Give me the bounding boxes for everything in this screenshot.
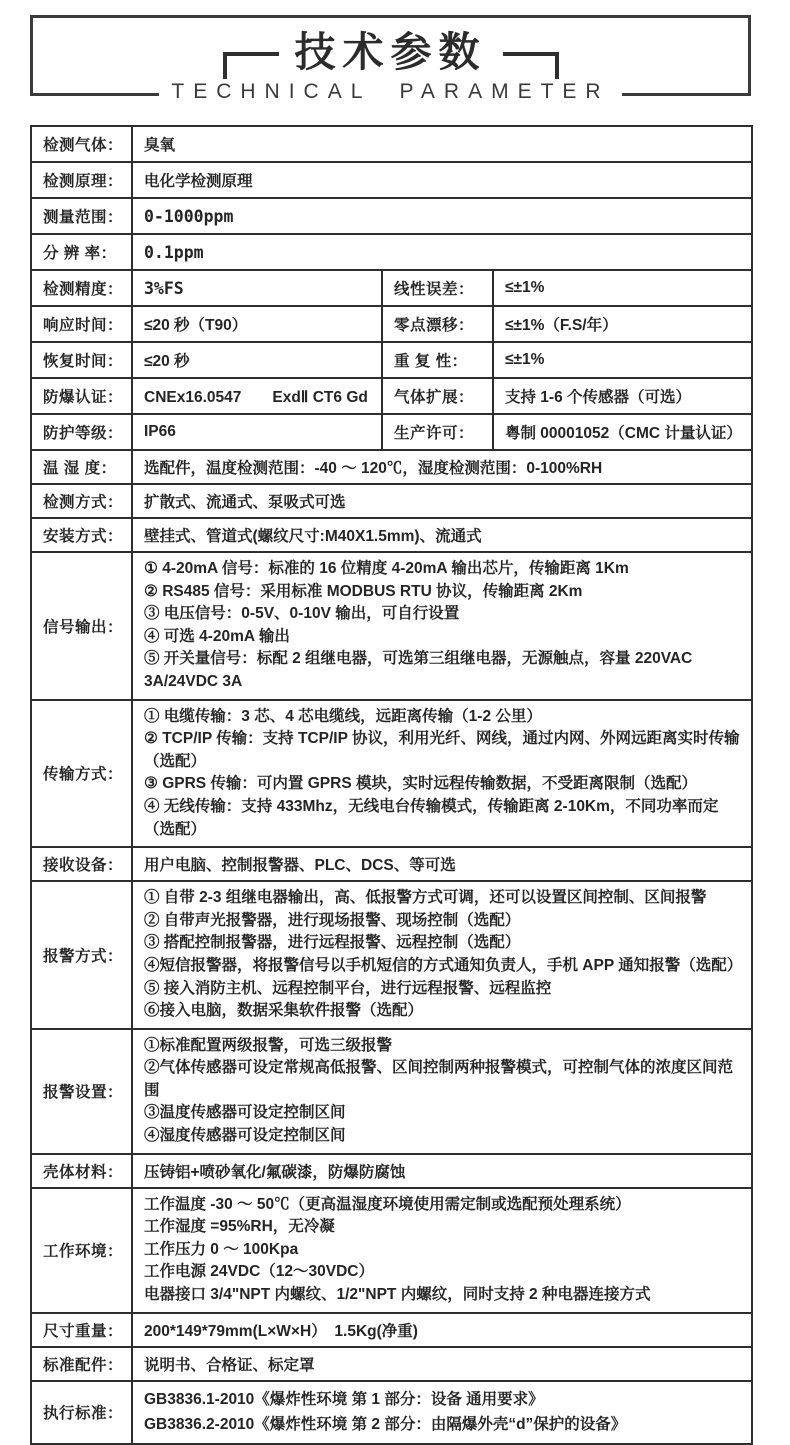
param-value: 200*149*79mm(L×W×H） 1.5Kg(净重) bbox=[132, 1313, 752, 1347]
param-label: 检测方式： bbox=[31, 484, 132, 518]
param-value: ≤±1%（F.S/年） bbox=[493, 306, 752, 342]
param-value-line: ① 电缆传输：3 芯、4 芯电缆线，远距离传输（1-2 公里） bbox=[144, 707, 542, 725]
param-label: 线性误差： bbox=[382, 270, 493, 306]
param-value-line: ② RS485 信号：采用标准 MODBUS RTU 协议，传输距离 2Km bbox=[144, 582, 583, 600]
param-label: 测量范围： bbox=[31, 198, 132, 234]
param-label: 响应时间： bbox=[31, 306, 132, 342]
page-title: 技术参数 bbox=[294, 29, 487, 75]
param-label: 壳体材料： bbox=[31, 1154, 132, 1188]
param-value bbox=[132, 881, 752, 1029]
table-row-install-mode bbox=[31, 518, 752, 552]
param-label: 防爆认证： bbox=[31, 378, 132, 414]
param-label: 零点漂移： bbox=[382, 306, 493, 342]
param-value-line: ③ GPRS 传输：可内置 GPRS 模块，实时远程传输数据，不受距离限制（选配） bbox=[144, 775, 697, 793]
table-row-accuracy-linearity bbox=[31, 270, 752, 306]
param-value: 臭氧 bbox=[132, 126, 752, 162]
table-row-detect-principle bbox=[31, 162, 752, 198]
table-row-executive-standard bbox=[31, 1381, 752, 1444]
param-label: 尺寸重量： bbox=[31, 1313, 132, 1347]
param-label: 执行标准： bbox=[31, 1381, 132, 1444]
param-value bbox=[132, 700, 752, 848]
param-value-line: ③ 电压信号：0-5V、0-10V 输出，可自行设置 bbox=[144, 605, 460, 623]
param-value: ≤20 秒 bbox=[132, 342, 382, 378]
table-row-shell-material bbox=[31, 1154, 752, 1188]
param-value: 扩散式、流通式、泵吸式可选 bbox=[132, 484, 752, 518]
param-label: 安装方式： bbox=[31, 518, 132, 552]
param-label: 重 复 性： bbox=[382, 342, 493, 378]
header-box bbox=[30, 15, 751, 103]
param-value-line: 工作压力 0 ～ 100Kpa bbox=[144, 1240, 299, 1258]
param-value-line: ③温度传感器可设定控制区间 bbox=[144, 1104, 346, 1122]
param-value-line: ⑥接入电脑，数据采集软件报警（选配） bbox=[144, 1002, 424, 1020]
param-value: CNEx16.0547 ExdⅡ CT6 Gd bbox=[132, 378, 382, 414]
param-label: 工作环境： bbox=[31, 1188, 132, 1313]
page-subtitle: TECHNICAL PARAMETER bbox=[159, 79, 621, 105]
param-value: IP66 bbox=[132, 414, 382, 450]
param-value: 壁挂式、管道式(螺纹尺寸:M40X1.5mm)、流通式 bbox=[132, 518, 752, 552]
param-label: 信号输出： bbox=[31, 552, 132, 700]
param-value-line: ①标准配置两级报警，可选三级报警 bbox=[144, 1036, 393, 1054]
param-value-line: ④ 可选 4-20mA 输出 bbox=[144, 627, 290, 645]
param-value: ≤±1% bbox=[493, 342, 752, 378]
param-label: 检测气体： bbox=[31, 126, 132, 162]
param-value: ≤±1% bbox=[493, 270, 752, 306]
param-value: 粤制 00001052（CMC 计量认证） bbox=[493, 414, 752, 450]
table-row-recovery-repeatability bbox=[31, 342, 752, 378]
param-value-line: GB3836.1-2010《爆炸性环境 第 1 部分：设备 通用要求》 bbox=[144, 1390, 544, 1408]
table-row-working-environment bbox=[31, 1188, 752, 1313]
param-value-line: ④湿度传感器可设定控制区间 bbox=[144, 1127, 346, 1145]
table-row-alarm-settings bbox=[31, 1029, 752, 1154]
param-value bbox=[132, 1188, 752, 1313]
table-row-explosionproof-expansion bbox=[31, 378, 752, 414]
param-value: 用户电脑、控制报警器、PLC、DCS、等可选 bbox=[132, 847, 752, 881]
param-value: 选配件，温度检测范围：-40 ～ 120℃，湿度检测范围：0-100%RH bbox=[132, 450, 752, 484]
param-value-line: ③ 搭配控制报警器，进行远程报警、远程控制（选配） bbox=[144, 934, 521, 952]
param-label: 标准配件： bbox=[31, 1347, 132, 1381]
param-value-line: 工作温度 -30 ～ 50℃（更高温湿度环境使用需定制或选配预处理系统） bbox=[144, 1195, 631, 1213]
param-label: 防护等级： bbox=[31, 414, 132, 450]
param-label: 传输方式： bbox=[31, 700, 132, 848]
spec-table bbox=[30, 125, 753, 1445]
param-value: 压铸铝+喷砂氧化/氟碳漆，防爆防腐蚀 bbox=[132, 1154, 752, 1188]
param-value bbox=[132, 552, 752, 700]
param-value: 0-1000ppm bbox=[132, 198, 752, 234]
param-label: 气体扩展： bbox=[382, 378, 493, 414]
param-value-line: 工作电源 24VDC（12～30VDC） bbox=[144, 1263, 374, 1281]
param-label: 检测精度： bbox=[31, 270, 132, 306]
param-value-line: ④ 无线传输：支持 433Mhz，无线电台传输模式，传输距离 2-10Km，不同功率而定（选配） bbox=[144, 797, 719, 838]
param-value: 电化学检测原理 bbox=[132, 162, 752, 198]
table-row-ip-license bbox=[31, 414, 752, 450]
param-value-line: ① 4-20mA 信号：标准的 16 位精度 4-20mA 输出芯片，传输距离 1Km bbox=[144, 560, 629, 577]
param-label: 温 湿 度： bbox=[31, 450, 132, 484]
table-row-size-weight bbox=[31, 1313, 752, 1347]
param-value-line: ⑤ 接入消防主机、远程控制平台，进行远程报警、远程监控 bbox=[144, 979, 552, 997]
param-value-line: ②气体传感器可设定常规高低报警、区间控制两种报警模式，可控制气体的浓度区间范围 bbox=[144, 1059, 734, 1099]
table-row-detect-mode bbox=[31, 484, 752, 518]
param-value-line: 工作湿度 =95%RH，无冷凝 bbox=[144, 1218, 335, 1236]
param-value: 0.1ppm bbox=[132, 234, 752, 270]
title-row bbox=[33, 18, 748, 83]
param-label: 报警方式： bbox=[31, 881, 132, 1029]
param-value bbox=[132, 1029, 752, 1154]
param-value bbox=[132, 1381, 752, 1444]
table-row-alarm-mode bbox=[31, 881, 752, 1029]
table-row-transmission-mode bbox=[31, 700, 752, 848]
param-value: ≤20 秒（T90） bbox=[132, 306, 382, 342]
param-value-line: ② TCP/IP 传输：支持 TCP/IP 协议，利用光纤、网线，通过内网、外网远距离实时传输（选配） bbox=[144, 730, 740, 770]
table-row-response-drift bbox=[31, 306, 752, 342]
param-label: 生产许可： bbox=[382, 414, 493, 450]
param-label: 恢复时间： bbox=[31, 342, 132, 378]
table-row-resolution bbox=[31, 234, 752, 270]
table-row-measure-range bbox=[31, 198, 752, 234]
param-value-line: GB3836.2-2010《爆炸性环境 第 2 部分：由隔爆外壳“d”保护的设备》 bbox=[144, 1416, 627, 1434]
param-value: 3%FS bbox=[132, 270, 382, 306]
param-value: 支持 1-6 个传感器（可选） bbox=[493, 378, 752, 414]
param-label: 接收设备： bbox=[31, 847, 132, 881]
param-value-line: ② 自带声光报警器，进行现场报警、现场控制（选配） bbox=[144, 911, 521, 929]
param-value: 说明书、合格证、标定罩 bbox=[132, 1347, 752, 1381]
param-value-line: 电器接口 3/4"NPT 内螺纹、1/2"NPT 内螺纹，同时支持 2 种电器连接方式 bbox=[144, 1286, 651, 1304]
subtitle-row bbox=[30, 79, 751, 107]
table-row-signal-output bbox=[31, 552, 752, 700]
table-row-standard-accessories bbox=[31, 1347, 752, 1381]
param-value-line: ① 自带 2-3 组继电器输出，高、低报警方式可调，还可以设置区间控制、区间报警 bbox=[144, 889, 707, 907]
param-value-line: ⑤ 开关量信号：标配 2 组继电器，可选第三组继电器，无源触点，容量 220VAC 3A/24VDC 3A bbox=[144, 650, 693, 690]
table-row-detect-gas bbox=[31, 126, 752, 162]
table-row-receiving-device bbox=[31, 847, 752, 881]
param-label: 报警设置： bbox=[31, 1029, 132, 1154]
param-label: 检测原理： bbox=[31, 162, 132, 198]
param-label: 分 辨 率： bbox=[31, 234, 132, 270]
param-value-line: ④短信报警器，将报警信号以手机短信的方式通知负责人，手机 APP 通知报警（选配） bbox=[144, 956, 743, 974]
table-row-temp-humidity bbox=[31, 450, 752, 484]
